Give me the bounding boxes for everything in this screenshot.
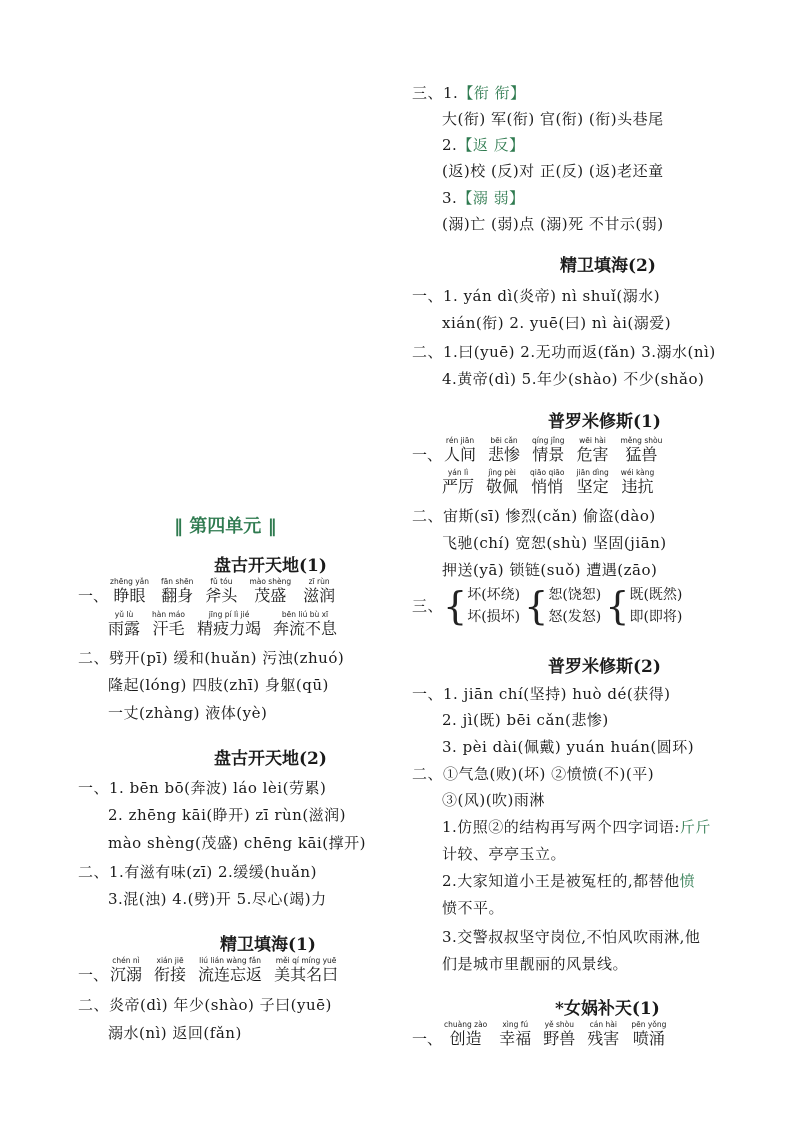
brace-item: 即(即将)	[629, 609, 683, 625]
jingwei1-pinyin-row	[78, 956, 350, 985]
word-pair: 【衔 衔】	[458, 84, 526, 102]
prometheus2-line-11: 们是城市里靓丽的风景线。	[442, 955, 629, 973]
pinyin-text: chén nì	[112, 956, 140, 965]
brace-icon: {	[524, 584, 549, 628]
item-number: 2.	[442, 136, 458, 154]
pinyin-word	[530, 468, 564, 497]
pinyin-word-group	[110, 956, 350, 985]
brace-item: 坏(损坏)	[467, 609, 521, 625]
pinyin-word	[576, 468, 608, 497]
section-label: 一、	[412, 446, 443, 464]
pinyin-text: qiāo qiāo	[530, 468, 565, 477]
section-label: 一、	[78, 966, 109, 984]
pinyin-word	[205, 577, 237, 606]
section-title-pangu-1: 盘古开天地(1)	[214, 556, 327, 576]
pinyin-text: bēi cǎn	[490, 436, 518, 445]
hanzi-text: 猛兽	[625, 445, 658, 464]
pinyin-word-group	[108, 610, 349, 639]
section-title-jingwei-1: 精卫填海(1)	[220, 935, 316, 955]
pinyin-text: xìng fú	[502, 1020, 529, 1029]
unit-title-block	[174, 512, 277, 538]
jingwei1-e-line-2: 溺水(nì) 返回(fǎn)	[108, 1024, 242, 1042]
hanzi-text: 残害	[587, 1029, 620, 1048]
pinyin-text: cán hài	[589, 1020, 617, 1029]
hanzi-text: 野兽	[543, 1029, 576, 1048]
jingwei2-line-1: 一、1. yán dì(炎帝) nì shuǐ(溺水)	[412, 287, 661, 305]
pinyin-word	[303, 577, 335, 606]
group2-title	[442, 135, 525, 155]
hanzi-text: 情景	[532, 445, 565, 464]
prometheus2-line-1: 一、1. jiān chí(坚持) huò dé(获得)	[412, 685, 671, 703]
unit-title: 第四单元	[189, 516, 262, 537]
hanzi-text: 幸福	[499, 1029, 532, 1048]
jingwei2-line-3: 二、1.曰(yuē) 2.无功而返(fǎn) 3.溺水(nì)	[412, 343, 716, 361]
pinyin-text: jìng pèi	[488, 468, 516, 477]
pinyin-word	[152, 610, 185, 639]
pinyin-word	[274, 956, 338, 985]
pinyin-word	[444, 436, 476, 465]
hanzi-text: 敬佩	[486, 477, 519, 496]
hanzi-text: 人间	[444, 445, 477, 464]
pinyin-word-group	[444, 436, 674, 465]
hanzi-text: 斧头	[205, 586, 238, 605]
pinyin-word	[543, 1020, 575, 1049]
section-title-pangu-2: 盘古开天地(2)	[214, 749, 327, 769]
sentence-text: 2.大家知道小王是被冤枉的,都替他	[442, 872, 680, 890]
section-label: 三、	[412, 597, 444, 615]
pinyin-word-group	[110, 577, 347, 606]
pinyin-text: hàn máo	[152, 610, 185, 619]
hanzi-text: 精疲力竭	[197, 619, 262, 638]
prometheus2-line-7: 计较、亭亭玉立。	[442, 845, 567, 863]
pinyin-text: měi qí míng yuē	[275, 956, 337, 965]
pangu2-line-3: mào shèng(茂盛) chēng kāi(撑开)	[108, 834, 366, 852]
pinyin-text: chuàng zào	[444, 1020, 488, 1029]
nvwa1-pinyin-row	[412, 1020, 678, 1049]
pinyin-text: xián jiē	[156, 956, 184, 965]
pinyin-text: fān shēn	[161, 577, 194, 586]
pinyin-word	[621, 468, 655, 497]
prometheus1-pinyin-row-2	[442, 468, 666, 497]
pangu1-e-line-3: 一丈(zhàng) 液体(yè)	[108, 704, 268, 722]
sentence-text-green: 愤	[679, 872, 696, 890]
pinyin-text: fǔ tóu	[210, 577, 233, 586]
unit-mark-right: ‖	[267, 516, 277, 537]
hanzi-text: 雨露	[108, 619, 141, 638]
brace-column-3	[629, 584, 682, 628]
section-title-jingwei-2: 精卫填海(2)	[560, 256, 656, 276]
unit-mark-left: ‖	[174, 516, 183, 537]
section-label: 一、	[412, 1030, 443, 1048]
pangu1-e-line-2: 隆起(lóng) 四肢(zhī) 身躯(qū)	[108, 676, 329, 694]
pinyin-text: liú lián wàng fǎn	[199, 956, 261, 965]
prometheus2-line-2: 2. jì(既) bēi cǎn(悲惨)	[442, 711, 609, 729]
brace-item: 怒(发怒)	[548, 609, 602, 625]
brace-icon: {	[443, 584, 468, 628]
pinyin-word	[198, 956, 262, 985]
pinyin-word	[621, 436, 663, 465]
pinyin-word	[442, 468, 474, 497]
hanzi-text: 沉溺	[110, 965, 143, 984]
pinyin-text: qíng jǐng	[532, 436, 565, 445]
prometheus2-line-9: 愤不平。	[442, 899, 505, 917]
group3-answers: (溺)亡 (弱)点 (溺)死 不甘示(弱)	[442, 215, 664, 233]
item-number: 3.	[442, 189, 458, 207]
pangu2-line-4: 二、1.有滋有味(zī) 2.缓缓(huǎn)	[78, 863, 317, 881]
pinyin-text: yǔ lù	[114, 610, 134, 619]
pinyin-text: rén jiān	[445, 436, 475, 445]
prometheus1-e-line-1: 二、宙斯(sī) 惨烈(cǎn) 偷盗(dào)	[412, 507, 656, 525]
prometheus2-line-6	[442, 817, 711, 837]
hanzi-text: 坚定	[576, 477, 609, 496]
pinyin-text: pēn yǒng	[631, 1020, 667, 1029]
pinyin-word-group	[442, 468, 666, 497]
hanzi-text: 悲惨	[488, 445, 521, 464]
pinyin-word	[110, 956, 142, 985]
brace-item: 恕(饶恕)	[548, 587, 602, 603]
pinyin-text: yě shòu	[544, 1020, 575, 1029]
prometheus1-e-line-2: 飞驰(chí) 宽恕(shù) 坚固(jiān)	[442, 534, 667, 552]
pinyin-text: zī rùn	[308, 577, 330, 586]
pinyin-text: yán lì	[447, 468, 469, 477]
pinyin-text: jīng pí lì jié	[208, 610, 250, 619]
pangu1-pinyin-row-1	[78, 577, 347, 606]
prometheus1-brace-group	[412, 584, 682, 628]
pinyin-text: mào shèng	[249, 577, 292, 586]
pinyin-word	[631, 1020, 666, 1049]
prometheus2-line-3: 3. pèi dài(佩戴) yuán huán(圆环)	[442, 738, 695, 756]
prometheus1-pinyin-row-1	[412, 436, 674, 465]
prometheus2-line-5: ③(风)(吹)雨淋	[442, 791, 545, 809]
group3-title	[442, 188, 525, 208]
pinyin-text: jiān dìng	[576, 468, 609, 477]
hanzi-text: 翻身	[161, 586, 194, 605]
section-three-group1-title	[412, 83, 526, 103]
prometheus1-e-line-3: 押送(yā) 锁链(suǒ) 遭遇(zāo)	[442, 561, 658, 579]
hanzi-text: 汗毛	[152, 619, 185, 638]
section-title-prometheus-2: 普罗米修斯(2)	[548, 657, 661, 677]
pinyin-text: wéi kàng	[620, 468, 655, 477]
group1-answers: 大(衔) 军(衔) 官(衔) (衔)头巷尾	[442, 110, 664, 128]
pinyin-word-group	[444, 1020, 678, 1049]
section-label: 一、	[78, 587, 109, 605]
pangu1-pinyin-row-2	[108, 610, 349, 639]
pinyin-word	[197, 610, 261, 639]
jingwei2-line-4: 4.黄帝(dì) 5.年少(shào) 不少(shǎo)	[442, 370, 705, 388]
section-title-prometheus-1: 普罗米修斯(1)	[548, 412, 661, 432]
prometheus2-line-10: 3.交警叔叔坚守岗位,不怕风吹雨淋,他	[442, 928, 701, 946]
brace-column-1	[467, 584, 520, 628]
pangu2-line-1: 一、1. bēn bō(奔波) láo lèi(劳累)	[78, 779, 327, 797]
hanzi-text: 严厉	[442, 477, 475, 496]
item-number: 1.	[443, 84, 459, 102]
pinyin-word	[488, 436, 520, 465]
hanzi-text: 滋润	[303, 586, 336, 605]
section-title-nvwa-1: *女娲补天(1)	[555, 999, 660, 1019]
pinyin-word	[110, 577, 149, 606]
sentence-text: 1.仿照②的结构再写两个四字词语:	[442, 818, 680, 836]
pinyin-word	[532, 436, 564, 465]
pinyin-word	[576, 436, 608, 465]
brace-item: 既(既然)	[629, 587, 683, 603]
pangu1-e-line-1: 二、劈开(pī) 缓和(huǎn) 污浊(zhuó)	[78, 649, 345, 667]
pinyin-word	[486, 468, 518, 497]
hanzi-text: 喷涌	[632, 1029, 665, 1048]
sentence-text-green: 斤斤	[679, 818, 711, 836]
pinyin-word	[444, 1020, 487, 1049]
section-label: 三、	[412, 84, 444, 102]
pinyin-text: bēn liú bù xī	[281, 610, 329, 619]
pinyin-text: zhēng yǎn	[110, 577, 150, 586]
brace-column-2	[548, 584, 601, 628]
jingwei2-line-2: xián(衔) 2. yuē(曰) nì ài(溺爱)	[442, 314, 672, 332]
hanzi-text: 流连忘返	[198, 965, 263, 984]
group2-answers: (返)校 (反)对 正(反) (返)老还童	[442, 162, 664, 180]
pinyin-text: měng shòu	[620, 436, 663, 445]
pangu2-line-2: 2. zhēng kāi(睁开) zī rùn(滋润)	[108, 806, 347, 824]
pinyin-word	[161, 577, 193, 606]
pinyin-text: wēi hài	[579, 436, 606, 445]
pinyin-word	[249, 577, 291, 606]
pinyin-word	[273, 610, 337, 639]
brace-icon: {	[605, 584, 630, 628]
word-pair: 【溺 弱】	[457, 189, 525, 207]
hanzi-text: 美其名曰	[274, 965, 339, 984]
pangu2-line-5: 3.混(浊) 4.(劈)开 5.尽心(竭)力	[108, 890, 327, 908]
pinyin-word	[108, 610, 140, 639]
hanzi-text: 奔流不息	[273, 619, 338, 638]
prometheus2-line-8	[442, 871, 695, 891]
pinyin-word	[154, 956, 186, 985]
brace-item: 坏(坏绕)	[467, 587, 521, 603]
hanzi-text: 茂盛	[254, 586, 287, 605]
hanzi-text: 悄悄	[531, 477, 564, 496]
hanzi-text: 衔接	[154, 965, 187, 984]
hanzi-text: 创造	[449, 1029, 482, 1048]
word-pair: 【返 反】	[457, 136, 525, 154]
prometheus2-line-4: 二、①气急(败)(坏) ②愤愤(不)(平)	[412, 765, 655, 783]
pinyin-word	[499, 1020, 531, 1049]
jingwei1-e-line-1: 二、炎帝(dì) 年少(shào) 子曰(yuē)	[78, 996, 332, 1014]
hanzi-text: 违抗	[621, 477, 654, 496]
pinyin-word	[587, 1020, 619, 1049]
hanzi-text: 睁眼	[113, 586, 146, 605]
hanzi-text: 危害	[576, 445, 609, 464]
